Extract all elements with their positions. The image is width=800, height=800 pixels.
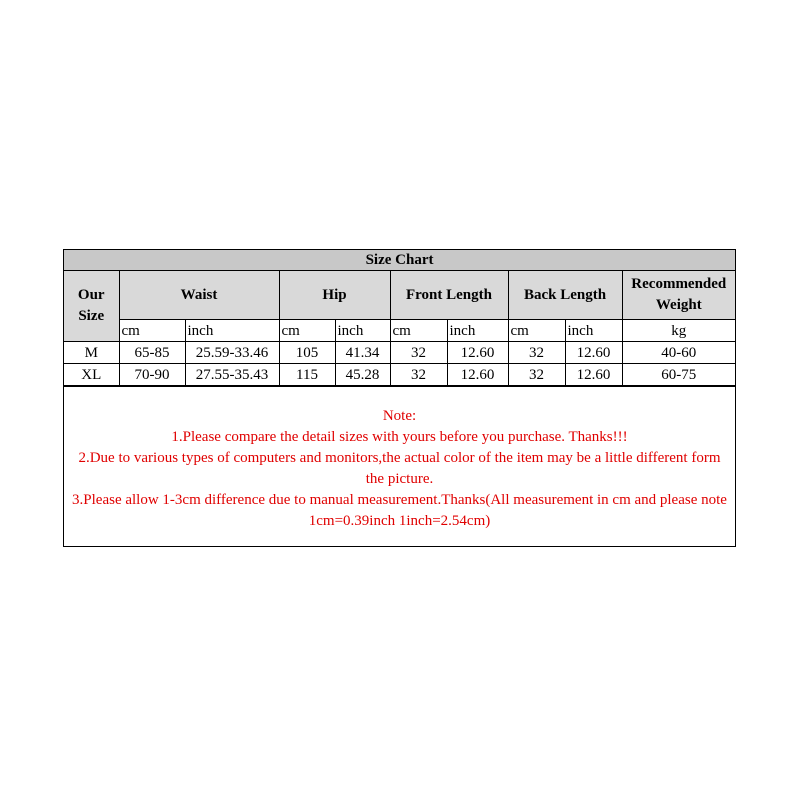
row-back-cm: 32	[508, 364, 565, 386]
unit-back-inch: inch	[565, 320, 622, 342]
note-line-1: 1.Please compare the detail sizes with yours before you purchase. Thanks!!!	[171, 429, 628, 445]
row-weight: 40-60	[622, 342, 735, 364]
row-front-cm: 32	[390, 364, 447, 386]
chart-title: Size Chart	[64, 250, 735, 271]
row-hip-cm: 115	[279, 364, 335, 386]
size-chart	[63, 249, 736, 547]
row-waist-cm: 70-90	[119, 364, 185, 386]
unit-waist-cm: cm	[119, 320, 185, 342]
row-size: M	[64, 342, 119, 364]
table-row	[64, 342, 735, 364]
row-waist-cm: 65-85	[119, 342, 185, 364]
row-back-inch: 12.60	[565, 364, 622, 386]
row-hip-cm: 105	[279, 342, 335, 364]
row-front-inch: 12.60	[447, 364, 508, 386]
size-chart-table	[64, 250, 735, 386]
header-recommended-weight: Recommended Weight	[622, 271, 735, 320]
note-line-3: 3.Please allow 1-3cm difference due to manual measurement.Thanks(All measurement in cm and please note 1cm=0.39inch 1inch=2.54cm)	[72, 492, 727, 529]
row-front-inch: 12.60	[447, 342, 508, 364]
row-waist-inch: 25.59-33.46	[185, 342, 279, 364]
header-waist: Waist	[119, 271, 279, 320]
header-our-size: Our Size	[64, 271, 119, 342]
unit-front-cm: cm	[390, 320, 447, 342]
row-waist-inch: 27.55-35.43	[185, 364, 279, 386]
note-line-2: 2.Due to various types of computers and monitors,the actual color of the item may be a little different form the picture.	[78, 450, 721, 487]
note-heading: Note:	[382, 408, 417, 424]
header-front-length: Front Length	[390, 271, 508, 320]
unit-front-inch: inch	[447, 320, 508, 342]
row-front-cm: 32	[390, 342, 447, 364]
row-back-inch: 12.60	[565, 342, 622, 364]
row-back-cm: 32	[508, 342, 565, 364]
header-hip: Hip	[279, 271, 390, 320]
table-row	[64, 364, 735, 386]
header-back-length: Back Length	[508, 271, 622, 320]
unit-hip-cm: cm	[279, 320, 335, 342]
unit-waist-inch: inch	[185, 320, 279, 342]
row-hip-inch: 45.28	[335, 364, 390, 386]
notes-section	[64, 386, 735, 546]
unit-back-cm: cm	[508, 320, 565, 342]
row-hip-inch: 41.34	[335, 342, 390, 364]
unit-hip-inch: inch	[335, 320, 390, 342]
unit-weight-kg: kg	[622, 320, 735, 342]
row-size: XL	[64, 364, 119, 386]
row-weight: 60-75	[622, 364, 735, 386]
